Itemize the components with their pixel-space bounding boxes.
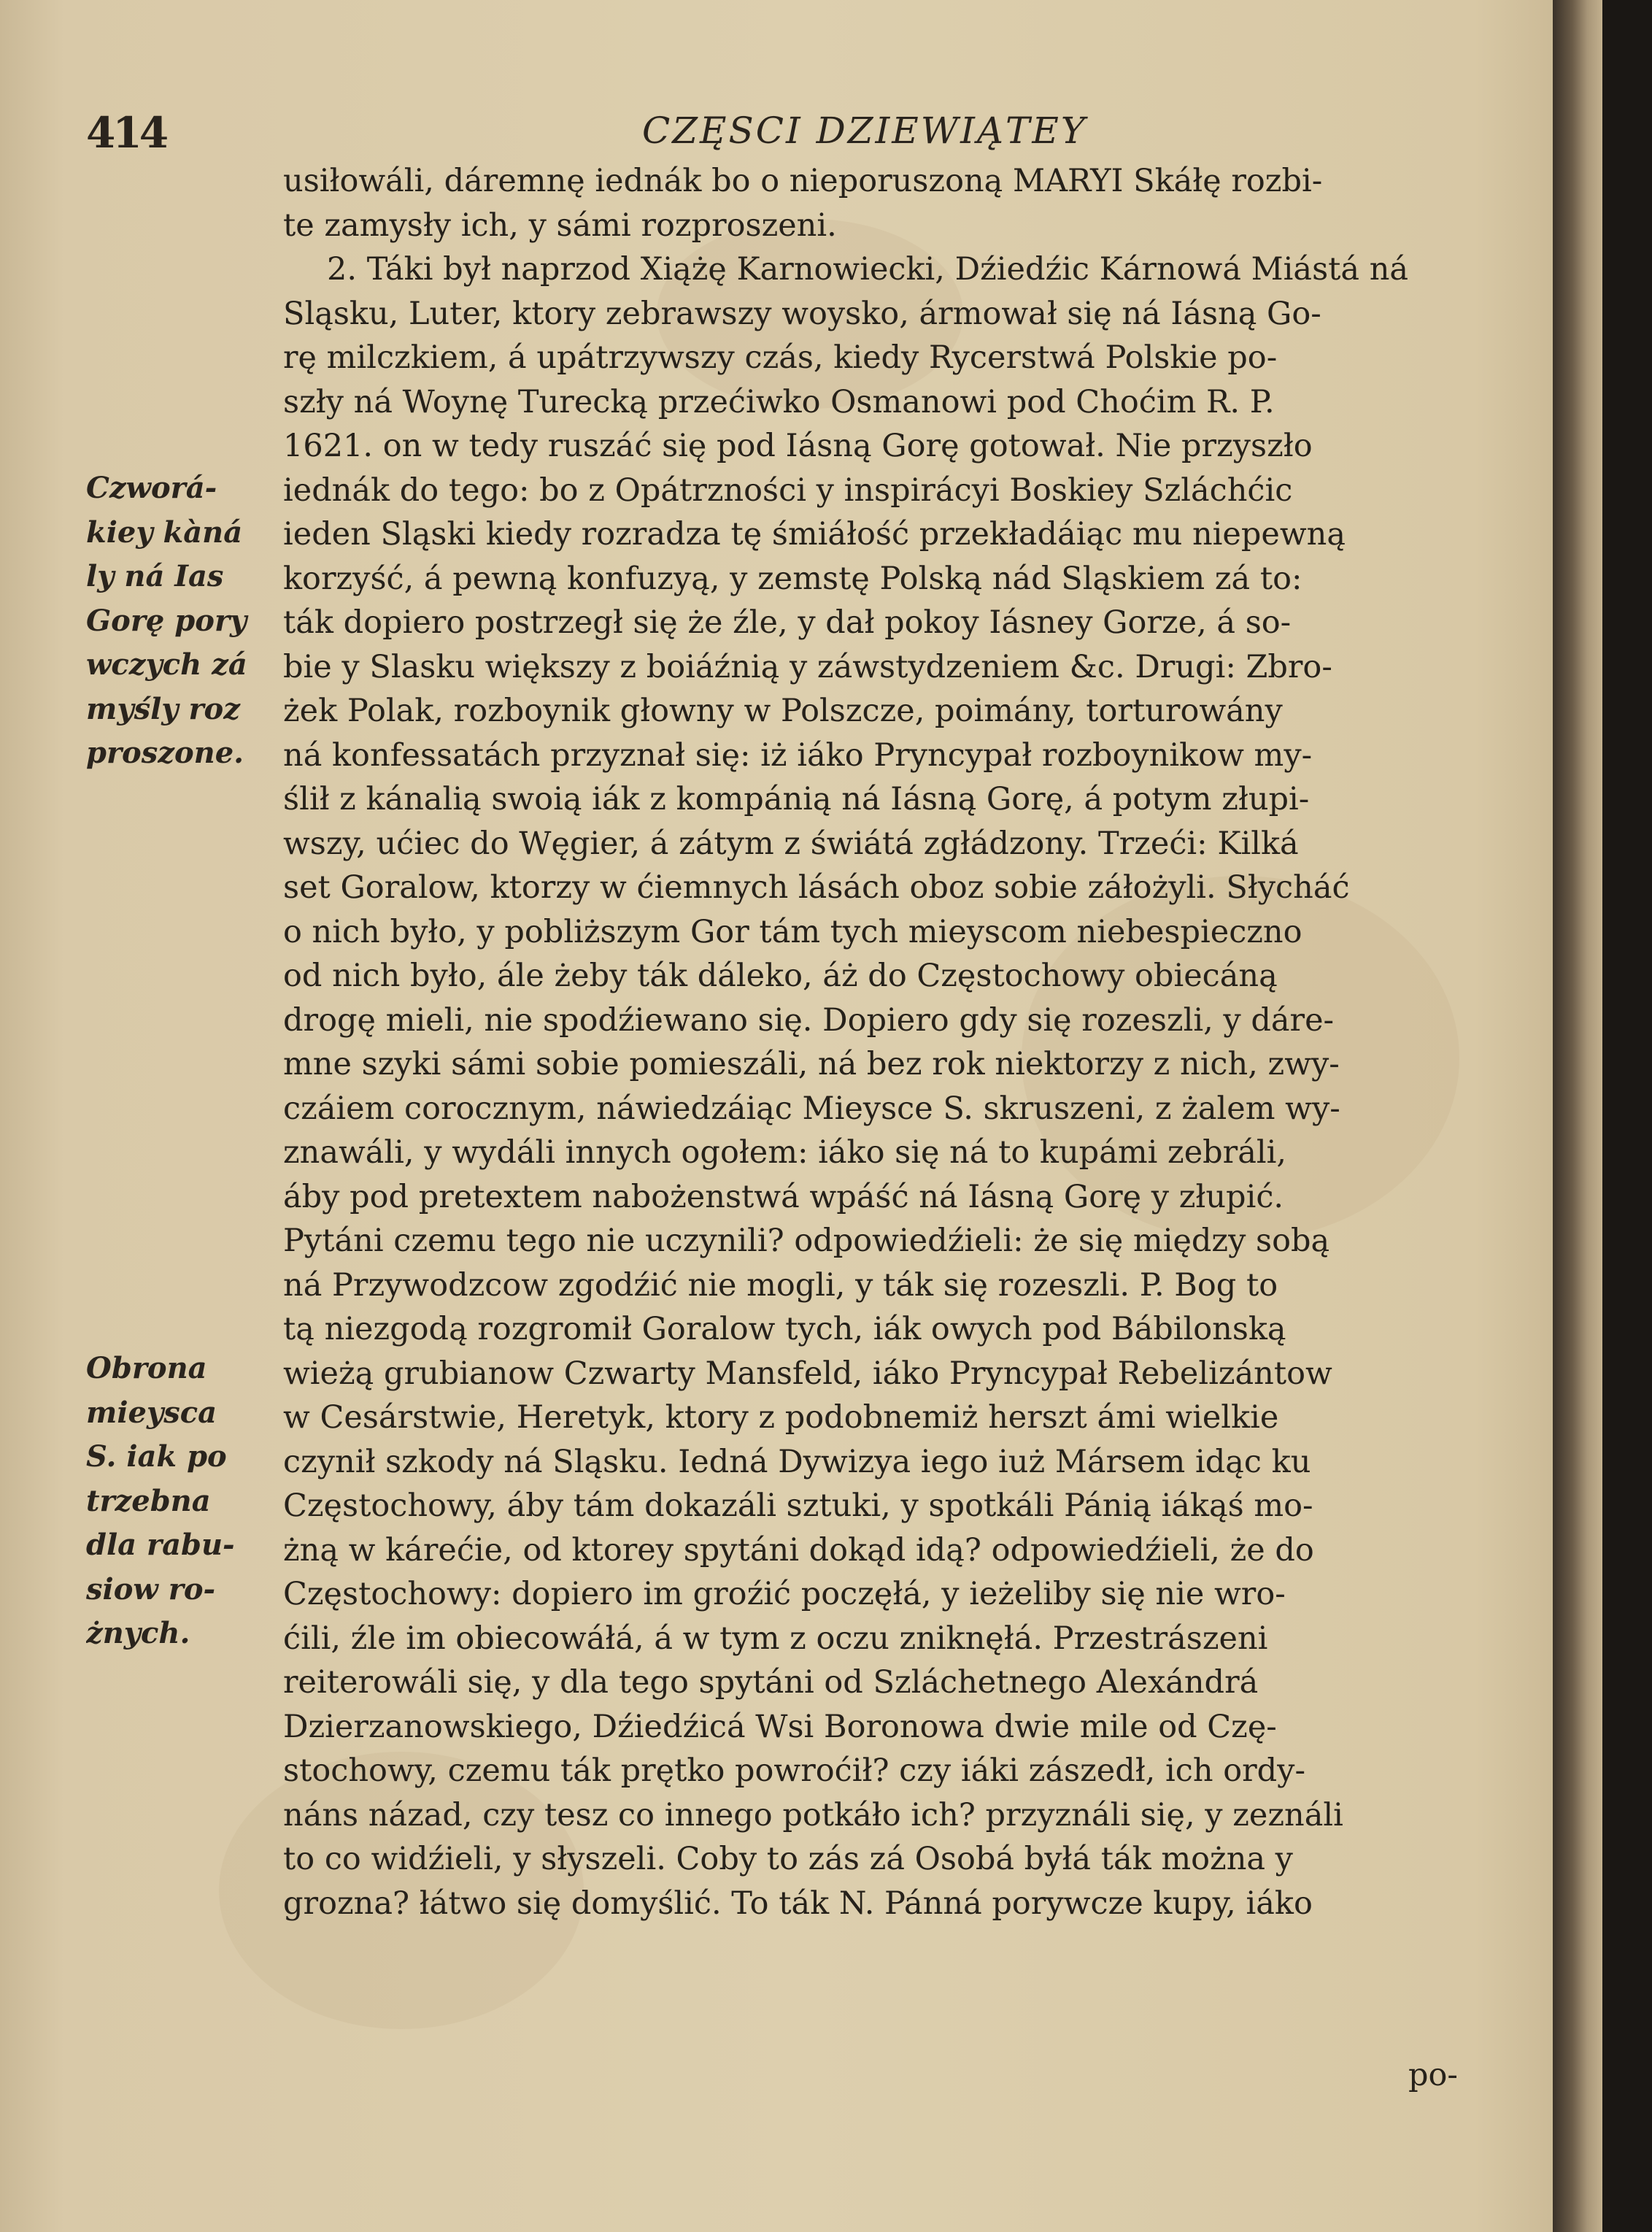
adjacent-page-edge [1553,0,1602,2232]
margin-note-line: wczych zá [86,647,247,682]
text-line: stochowy, czemu ták prętko powroćił? czy iáki zászedł, ich ordy- [283,1752,1305,1789]
margin-note-line: Czworá- [86,471,217,505]
margin-note-line: żnych. [86,1616,190,1650]
text-line: Częstochowy: dopiero im groźić poczęłá, y ieżeliby się nie wro- [283,1576,1286,1612]
margin-note-obrona [86,1347,283,1656]
text-line: Dzierzanowskiego, Dźiedźicá Wsi Boronowa dwie mile od Czę- [283,1708,1277,1745]
text-line: Częstochowy, áby tám dokazáli sztuki, y spotkáli Pánią iákąś mo- [283,1488,1313,1524]
margin-note-line: mieysca [86,1395,217,1430]
text-line: grozna? łátwo się domyślić. To ták N. Pánná porywcze kupy, iáko [283,1885,1313,1922]
text-line: znawáli, y wydáli innych ogołem: iáko się ná to kupámi zebráli, [283,1134,1287,1171]
margin-note-line: S. iak po [86,1439,227,1474]
text-line: czáiem corocznym, náwiedzáiąc Mieysce S. skruszeni, z żalem wy- [283,1090,1340,1127]
text-line: usiłowáli, dáremnę iednák bo o nieporuszoną MARYI Skáłę rozbi- [283,163,1323,199]
text-line: reiterowáli się, y dla tego spytáni od Szláchetnego Alexándrá [283,1664,1259,1701]
text-line: wszy, ućiec do Węgier, á zátym z świátá zgłádzony. Trzeći: Kilká [283,825,1299,862]
text-line: żek Polak, rozboynik głowny w Polszcze, poimány, torturowány [283,693,1283,729]
margin-note-line: proszone. [86,736,244,770]
margin-note-line: trzebna [86,1483,211,1518]
margin-note-line: Obrona [86,1351,207,1385]
text-line: ślił z kánalią swoią iák z kompánią ná Iásną Gorę, á potym złupi- [283,781,1310,817]
text-line: ná konfessatách przyznał się: iż iáko Pryncypał rozboynikow my- [283,736,1313,774]
text-line: 2. Táki był naprzod Xiążę Karnowiecki, Dźiedźic Kárnowá Miástá ná [327,251,1409,288]
text-line: ćili, źle im obiecowáłá, á w tym z oczu zniknęłá. Przestrászeni [283,1620,1268,1657]
text-line: to co widźieli, y słyszeli. Coby to zás zá Osobá byłá ták można y [283,1841,1293,1877]
body-text [283,159,1535,1925]
text-line: o nich było, y pobliższym Gor tám tych mieyscom niebespieczno [283,913,1302,950]
text-line: drogę mieli, nie spodźiewano się. Dopiero gdy się rozeszli, y dáre- [283,1001,1335,1039]
catchword: po- [1408,2057,1458,2093]
margin-note-line: siow ro- [86,1571,216,1606]
running-head: CZĘSCI DZIEWIĄTEY [642,109,1087,152]
text-line: 1621. on w tedy ruszáć się pod Iásną Gorę gotował. Nie przyszło [283,428,1313,464]
page-number: 414 [86,108,166,158]
text-line: rę milczkiem, á upátrzywszy czás, kiedy Rycerstwá Polskie po- [283,339,1278,376]
margin-note-line: Gorę pory [86,603,247,638]
text-line: bie y Slasku większy z boiáźnią y záwstydzeniem &c. Drugi: Zbro- [283,648,1332,685]
text-line: set Goralow, ktorzy w ćiemnych lásách obоz sobie záłożyli. Słycháć [283,869,1350,906]
margin-note-line: kiey kàná [86,515,243,550]
text-line: w Cesárstwie, Heretyk, ktory z podobnemiż herszt ámi wielkie [283,1399,1279,1436]
margin-note-line: dla rabu- [86,1528,235,1562]
text-line: ták dopiero postrzegł się że źle, y dał pokoy Iásney Gorze, á so- [283,604,1292,641]
text-line: Pytáni czemu tego nie uczynili? odpowiedźieli: że się między sobą [283,1223,1330,1259]
text-line: czynił szkody ná Sląsku. Iedná Dywizya iego iuż Mársem idąc ku [283,1443,1311,1480]
text-line: ná Przywodzcow zgodźić nie mogli, y ták się rozeszli. P. Bog to [283,1266,1278,1304]
margin-note-czworakie [86,466,283,776]
text-line: áby pod pretextem nabożenstwá wpáść ná Iásną Gorę y złupić. [283,1178,1284,1215]
text-line: szły ná Woynę Turecką przećiwko Osmanowi pod Choćim R. P. [283,383,1275,420]
text-line: od nich było, ále żeby ták dáleko, áż do Częstochowy obiecáną [283,958,1278,994]
text-line: wieżą grubianow Czwarty Mansfeld, iáko Pryncypał Rebelizántow [283,1355,1332,1392]
text-line: żną w kárećie, od ktorey spytáni dokąd idą? odpowiedźieli, że do [283,1531,1314,1569]
margin-note-line: myśly roz [86,691,240,726]
text-line: ieden Sląski kiedy rozradza tę śmiáłość przekładáiąc mu niepewną [283,516,1346,553]
margin-note-line: ly ná Ias [86,559,224,593]
text-line: Sląsku, Luter, ktory zebrawszy woysko, ármował się ná Iásną Go- [283,295,1321,332]
text-line: iednák do tego: bo z Opátrzności y inspirácyi Boskiey Szláchćic [283,472,1293,509]
text-line: korzyść, á pewną konfuzyą, y zemstę Polską nád Sląskiem zá to: [283,560,1302,597]
text-line: tą niezgodą rozgromił Goralow tych, iák owych pod Bábilonską [283,1311,1286,1347]
text-line: mne szyki sámi sobie pomieszáli, ná bez rok niektorzy z nich, zwy- [283,1046,1340,1082]
text-line: te zamysły ich, y sámi rozproszeni. [283,207,837,244]
text-line: náns názad, czy tesz co innego potkáło ich? przyználi się, y zeználi [283,1796,1343,1833]
